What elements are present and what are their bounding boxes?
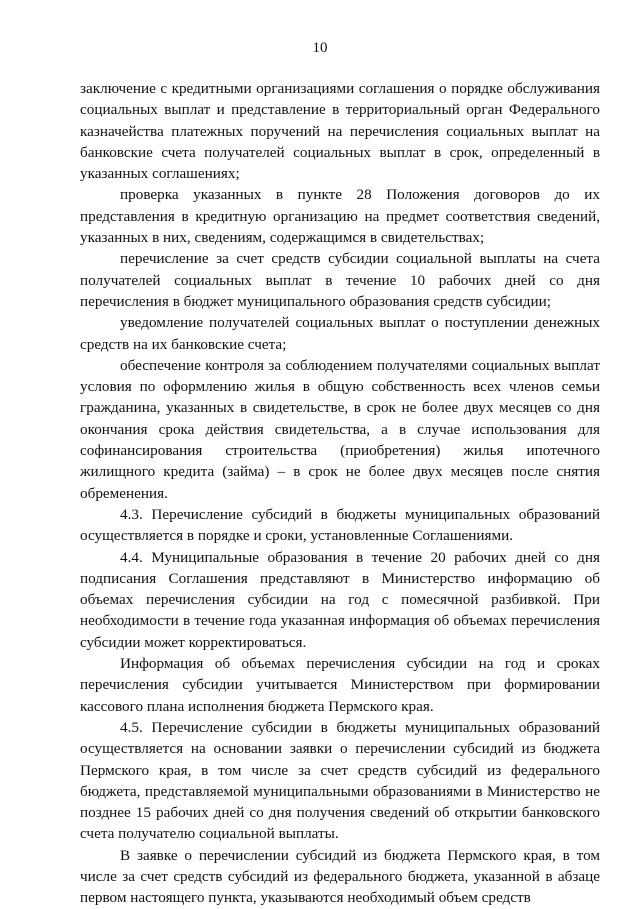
page-number: 10 [312,40,328,56]
paragraph-section-4-3: 4.3. Перечисление субсидий в бюджеты муниципальных образований осуществляется в порядке и сроки, установленные Соглашениями. [80,505,600,545]
paragraph-ownership-control: обеспечение контроля за соблюдением получателями социальных выплат условия по оформлению жилья в общую собственность всех членов семьи гражданина, указанных в свидетельстве, в срок не более двух месяцев со дня окончания срока действия свидетельства, а в случае использования для софинансирования строительства (приобретения) жилья ипотечного жилищного кредита (займа) – в срок не более двух месяцев после снятия обременения. [80,356,600,502]
document-body [80,78,600,909]
paragraph-notification: уведомление получателей социальных выплат о поступлении денежных средств на их банковские счета; [80,314,600,353]
paragraph-section-4-5: 4.5. Перечисление субсидии в бюджеты муниципальных образований осуществляется на основании заявки о перечислении субсидий из бюджета Пермского края, в том числе за счет средств субсидий из федерального бюджета, представляемой муниципальными образованиями в Министерство не позднее 15 рабочих дней со дня получения сведений об открытии банковского счета получателю социальной выплаты. [80,718,600,843]
paragraph-transfer-payments: перечисление за счет средств субсидии социальной выплаты на счета получателей социальных выплат в течение 10 рабочих дней со дня перечисления в бюджет муниципального образования средств субсидии; [80,250,600,310]
paragraph-section-4-4: 4.4. Муниципальные образования в течение 20 рабочих дней со дня подписания Соглашения представляют в Министерство информацию об объемах перечисления субсидии на год с помесячной разбивкой. При необходимости в течение года указанная информация об объемах перечисления субсидии может корректироваться. [80,548,600,651]
paragraph-application: В заявке о перечислении субсидий из бюджета Пермского края, в том числе за счет средств субсидий из федерального бюджета, указанной в абзаце первом настоящего пункта, указываются необходимый объем средств [80,846,600,907]
paragraph-credit-agreements: заключение с кредитными организациями соглашения о порядке обслуживания социальных выплат и представление в территориальный орган Федерального казначейства платежных поручений на перечисления социальных выплат на банковские счета получателей социальных выплат в срок, определенный в указанных соглашениях; [80,80,600,183]
paragraph-cash-plan: Информация об объемах перечисления субсидии на год и сроках перечисления субсидии учитывается Министерством при формировании кассового плана исполнения бюджета Пермского края. [80,655,600,715]
paragraph-contract-check: проверка указанных в пункте 28 Положения договоров до их представления в кредитную организацию на предмет соответствия сведений, указанных в них, сведениям, содержащимся в свидетельствах; [80,186,600,247]
